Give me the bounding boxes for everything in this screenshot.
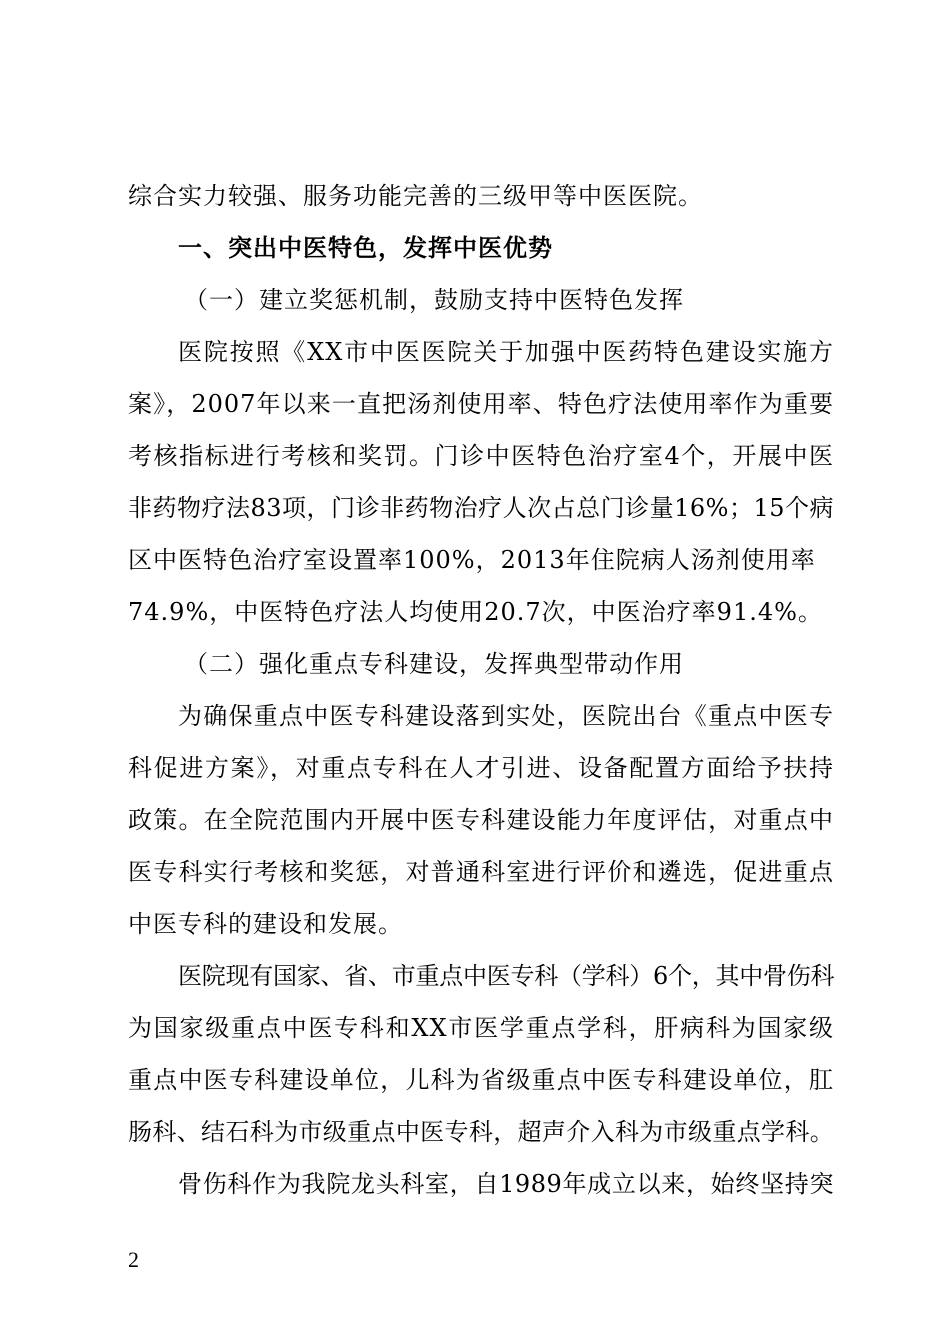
paragraph-line: 案》，2007年以来一直把汤剂使用率、特色疗法使用率作为重要	[128, 390, 834, 418]
paragraph-line: 74.9%，中医特色疗法人均使用20.7次，中医治疗率91.4%。	[128, 598, 823, 626]
paragraph-line: 区中医特色治疗室设置率100%，2013年住院病人汤剂使用率	[128, 546, 816, 574]
body-text	[128, 170, 834, 1210]
paragraph-line: 医院现有国家、省、市重点中医专科（学科）6个，其中骨伤科	[178, 962, 835, 990]
paragraph-line: 医专科实行考核和奖惩，对普通科室进行评价和遴选，促进重点	[128, 858, 834, 886]
paragraph-line: 综合实力较强、服务功能完善的三级甲等中医医院。	[128, 182, 703, 210]
paragraph-line: 科促进方案》，对重点专科在人才引进、设备配置方面给予扶持	[128, 754, 834, 782]
subsection-heading: （一）建立奖惩机制，鼓励支持中医特色发挥	[184, 286, 684, 314]
paragraph-line: 政策。在全院范围内开展中医专科建设能力年度评估，对重点中	[128, 806, 834, 834]
paragraph-line: 重点中医专科建设单位，儿科为省级重点中医专科建设单位，肛	[128, 1066, 834, 1094]
paragraph-line: 肠科、结石科为市级重点中医专科，超声介入科为市级重点学科。	[128, 1118, 834, 1146]
paragraph-line: 中医专科的建设和发展。	[128, 910, 403, 938]
paragraph-line: 为确保重点中医专科建设落到实处，医院出台《重点中医专	[178, 702, 834, 730]
paragraph-line: 为国家级重点中医专科和XX市医学重点学科，肝病科为国家级	[128, 1014, 834, 1042]
page-number: 2	[128, 1247, 139, 1272]
subsection-heading: （二）强化重点专科建设，发挥典型带动作用	[184, 650, 684, 678]
section-heading: 一、突出中医特色，发挥中医优势	[178, 234, 553, 262]
paragraph-line: 骨伤科作为我院龙头科室，自1989年成立以来，始终坚持突	[178, 1170, 834, 1198]
paragraph-line: 医院按照《XX市中医医院关于加强中医药特色建设实施方	[178, 338, 834, 366]
paragraph-line: 考核指标进行考核和奖罚。门诊中医特色治疗室4个，开展中医	[128, 442, 834, 470]
paragraph-line: 非药物疗法83项，门诊非药物治疗人次占总门诊量16%；15个病	[128, 494, 834, 522]
